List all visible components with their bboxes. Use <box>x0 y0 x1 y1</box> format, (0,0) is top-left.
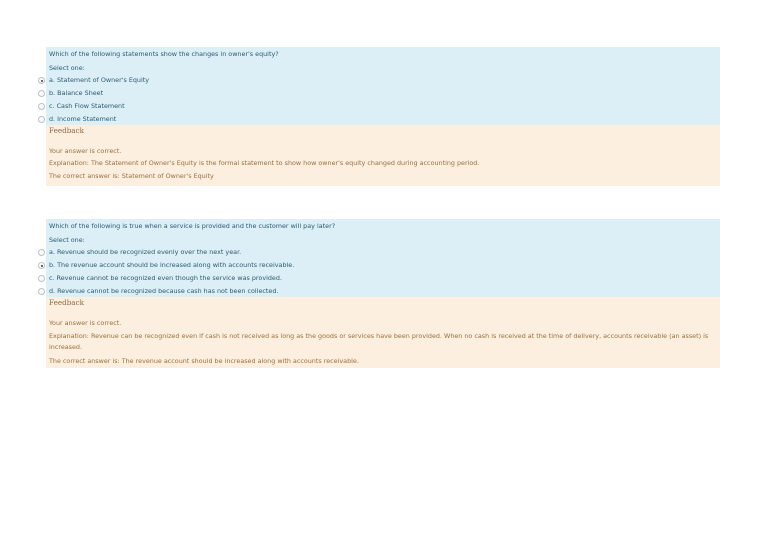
radio-button-checked[interactable] <box>38 77 45 84</box>
radio-button[interactable] <box>38 90 45 97</box>
option-b[interactable] <box>49 259 720 272</box>
radio-button[interactable] <box>38 288 45 295</box>
option-label[interactable]: a. Revenue should be recognized evenly over the next year. <box>49 248 242 257</box>
select-one-label: Select one: <box>49 235 85 244</box>
question-1 <box>46 47 720 125</box>
option-b[interactable] <box>49 87 720 100</box>
radio-button[interactable] <box>38 275 45 282</box>
feedback-panel-1 <box>46 125 720 186</box>
radio-button[interactable] <box>38 249 45 256</box>
question-text: Which of the following is true when a service is provided and the customer will pay later? <box>49 222 336 230</box>
radio-button[interactable] <box>38 116 45 123</box>
option-label[interactable]: c. Revenue cannot be recognized even though the service was provided. <box>49 273 282 282</box>
radio-button-checked[interactable] <box>38 262 45 269</box>
feedback-panel-2 <box>46 297 720 368</box>
option-label[interactable]: b. The revenue account should be increased along with accounts receivable. <box>49 261 295 270</box>
feedback-correct-answer: The correct answer is: Statement of Owner's Equity <box>49 172 214 181</box>
option-a[interactable] <box>49 74 720 87</box>
feedback-result: Your answer is correct. <box>49 146 122 155</box>
question-text: Which of the following statements show the changes in owner's equity? <box>49 50 279 58</box>
feedback-result: Your answer is correct. <box>49 318 122 327</box>
option-label[interactable]: a. Statement of Owner's Equity <box>49 76 150 85</box>
option-label[interactable]: b. Balance Sheet <box>49 89 104 98</box>
select-one-label: Select one: <box>49 63 85 72</box>
feedback-explanation: Explanation: Revenue can be recognized even if cash is not received as long as the goods or services have been provided. When no cash is received at the time of delivery, accounts receivable (an asset) is increased. <box>49 332 709 352</box>
feedback-title: Feedback <box>49 126 84 135</box>
feedback-title: Feedback <box>49 298 84 307</box>
radio-button[interactable] <box>38 103 45 110</box>
feedback-correct-answer: The correct answer is: The revenue account should be increased along with accounts receivable. <box>49 357 359 366</box>
feedback-explanation: Explanation: The Statement of Owner's Equity is the formal statement to show how owner's equity changed during accounting period. <box>49 159 480 168</box>
option-label[interactable]: d. Income Statement <box>49 114 117 123</box>
option-c[interactable] <box>49 272 720 285</box>
option-d[interactable] <box>49 113 720 126</box>
question-2 <box>46 219 720 297</box>
option-a[interactable] <box>49 246 720 259</box>
option-c[interactable] <box>49 100 720 113</box>
option-label[interactable]: c. Cash Flow Statement <box>49 101 125 110</box>
option-label[interactable]: d. Revenue cannot be recognized because cash has not been collected. <box>49 286 279 295</box>
option-d[interactable] <box>49 285 720 298</box>
